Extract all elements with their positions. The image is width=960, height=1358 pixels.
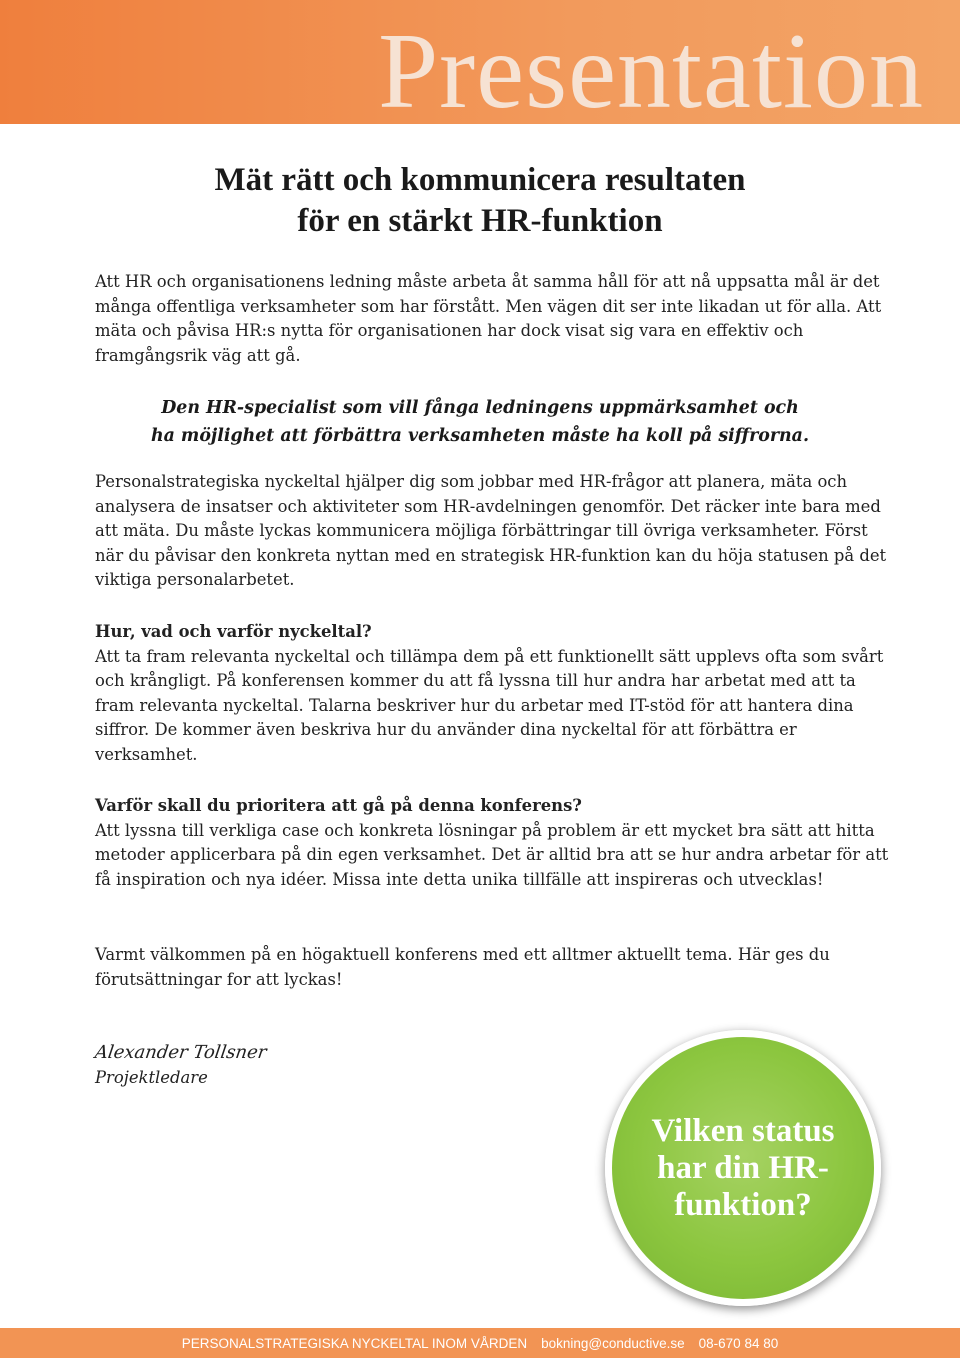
badge-text <box>651 1113 834 1224</box>
footer-phone: 08-670 84 80 <box>698 1335 779 1351</box>
footer-email[interactable]: bokning@conductive.se <box>541 1335 685 1351</box>
section-text: Att lyssna till verkliga case och konkreta lösningar på problem är ett mycket bra sätt att hitta metoder applicerbara på din egen verksamhet. Det är alltid bra att se hur andra arbetar för att få inspiration och nya idéer. Missa inte detta unika tillfälle att inspireras och utvecklas! <box>95 820 889 889</box>
status-badge <box>605 1030 881 1306</box>
badge-line-1: Vilken status <box>651 1112 835 1149</box>
page-title-line-1: Mät rätt och kommunicera resultaten <box>214 162 746 198</box>
page-title <box>0 160 960 242</box>
signature-role: Projektledare <box>95 1068 208 1087</box>
body-paragraph: Personalstrategiska nyckeltal hjälper dig som jobbar med HR-frågor att planera, mäta och analysera de insatser och aktiviteter som HR-avdelningen genomför. Det räcker inte bara med att mäta. Du måste lyckas kommunicera möjliga förbättringar till övriga verksamheter. Först när du påvisar den konkreta nyttan med en strategisk HR-funktion kan du höja statusen på det viktiga personalarbetet. <box>95 472 887 590</box>
intro-paragraph: Att HR och organisationens ledning måste arbeta åt samma håll för att nå uppsatta mål är det många offentliga verksamheter som har förstått. Men vägen dit ser inte likadan ut för alla. Att mäta och påvisa HR:s nytta för organisationen har dock visat sig vara en effektiv och framgångsrik väg att gå. <box>95 272 882 365</box>
banner-title: Presentation <box>378 12 924 131</box>
section-why-metrics <box>95 620 895 768</box>
quote-line-1: Den HR-specialist som vill fånga ledningens uppmärksamhet och <box>161 398 799 418</box>
section-heading: Hur, vad och varför nyckeltal? <box>95 622 372 641</box>
signature: Alexander Tollsner <box>93 1042 268 1063</box>
badge-line-2: har din HR- <box>657 1149 829 1186</box>
closing-paragraph: Varmt välkommen på en högaktuell konferens med ett alltmer aktuellt tema. Här ges du förutsättningar for att lyckas! <box>95 945 830 989</box>
badge-line-3: funktion? <box>674 1186 812 1223</box>
section-why-attend <box>95 794 895 892</box>
section-text: Att ta fram relevanta nyckeltal och tillämpa dem på ett funktionellt sätt upplevs ofta som svårt och krångligt. På konferensen kommer du att få lyssna till hur andra har arbetat med att ta fram relevanta nyckeltal. Talarna beskriver hur du arbetar med IT-stöd för att hantera dina siffror. De kommer även beskriva hur du använder dina nyckeltal för att förbättra er verksamhet. <box>95 646 884 764</box>
highlight-quote <box>0 394 960 450</box>
footer-label: PERSONALSTRATEGISKA NYCKELTAL INOM VÅRDEN <box>181 1335 528 1351</box>
section-heading: Varför skall du prioritera att gå på denna konferens? <box>95 796 582 815</box>
header-banner <box>0 0 960 131</box>
page-title-line-2: för en stärkt HR-funktion <box>297 203 663 239</box>
footer-bar <box>0 1328 960 1358</box>
quote-line-2: ha möjlighet att förbättra verksamheten måste ha koll på siffrorna. <box>150 426 810 446</box>
